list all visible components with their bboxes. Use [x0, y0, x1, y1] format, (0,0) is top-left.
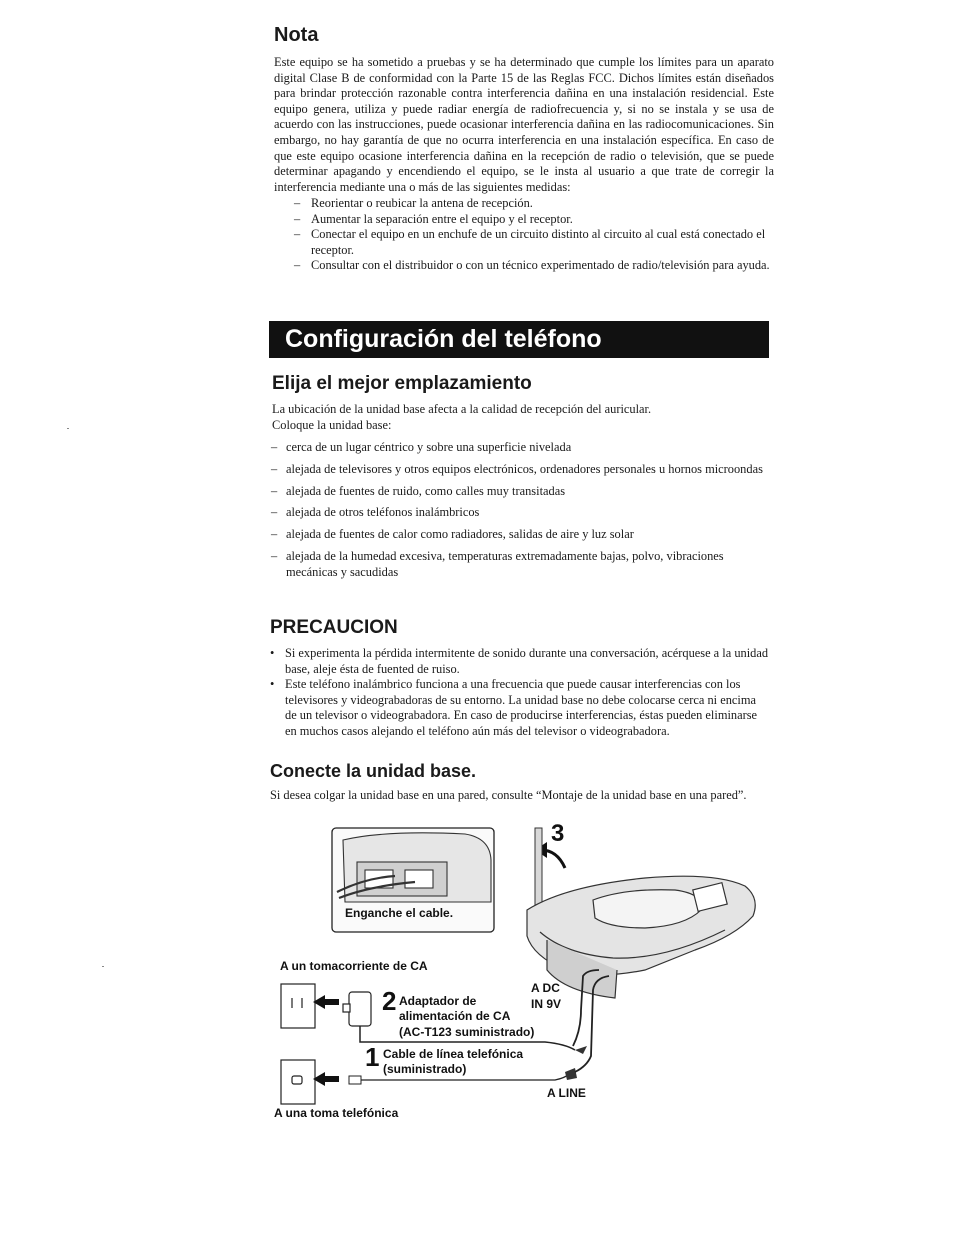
- list-item: – Aumentar la separación entre el equipo y el receptor.: [294, 211, 573, 226]
- connection-illustration: [265, 820, 785, 1130]
- adapter-label-line3: (AC-T123 suministrado): [399, 1025, 535, 1039]
- cable-label-line1: Cable de línea telefónica: [383, 1047, 524, 1061]
- dc-label-line2: IN 9V: [531, 997, 562, 1011]
- margin-mark: [67, 428, 69, 429]
- elija-heading: Elija el mejor emplazamiento: [272, 373, 532, 394]
- dc-label-line1: A DC: [531, 981, 560, 995]
- elija-list: [269, 440, 769, 586]
- phone-outlet-icon: [281, 1060, 315, 1104]
- cable-label-line2: (suministrado): [383, 1062, 467, 1076]
- precaucion-heading: PRECAUCION: [270, 617, 398, 638]
- list-item: – alejada de la humedad excesiva, temperaturas extremadamente bajas, polvo, vibraciones mecánicas y sacudidas: [271, 548, 724, 579]
- list-item: – Reorientar o reubicar la antena de recepción.: [294, 196, 533, 210]
- base-unit: [527, 876, 755, 998]
- plug-arrow-icon: [313, 995, 339, 1009]
- conecte-text: Si desea colgar la unidad base en una pared, consulte “Montaje de la unidad base en una pared”.: [270, 788, 747, 802]
- power-outlet-icon: [281, 984, 315, 1028]
- connection-diagram: [265, 820, 785, 1130]
- nota-paragraph: Este equipo se ha sometido a pruebas y se ha determinado que cumple los límites para un aparato digital Clase B de conformidad con la Parte 15 de las Reglas FCC. Dichos límites están diseñados para brindar protección razonable contra interferencia dañina en una instalación residencial. Este equipo genera, utiliza y puede radiar energía de radiofrecuencia y, si no se instala y se usa de acuerdo con las instrucciones, puede ocasionar interferencia dañina en las radiocomunicaciones. Sin embargo, no hay garantía de que no ocurra interferencia en una instalación específica. En caso de que este equipo ocasione interferencia dañina en la recepción de radio o televisión, que se puede determinar apagando y encendiendo el equipo, se le insta al usuario a que trate de corregir la interferencia mediante una o más de las siguientes medidas:: [274, 55, 774, 194]
- outlet-ca-label: A un tomacorriente de CA: [280, 959, 428, 973]
- ac-adapter-icon: [343, 992, 371, 1026]
- list-item: – Consultar con el distribuidor o con un técnico experimentado de radio/televisión para ayuda.: [294, 258, 770, 273]
- list-item: – cerca de un lugar céntrico y sobre una superficie nivelada: [271, 440, 572, 454]
- step-2-number: 2: [382, 986, 397, 1016]
- elija-intro: [272, 402, 772, 433]
- precaucion-list: [269, 646, 769, 740]
- list-item: – alejada de televisores y otros equipos electrónicos, ordenadores personales u hornos microondas: [271, 461, 763, 476]
- a-line-label: A LINE: [547, 1086, 586, 1100]
- elija-intro-line: Coloque la unidad base:: [272, 417, 392, 432]
- section-banner: Configuración del teléfono: [269, 321, 769, 358]
- elija-intro-line: La ubicación de la unidad base afecta a la calidad de recepción del auricular.: [272, 402, 652, 416]
- list-item: • Si experimenta la pérdida intermitente de sonido durante una conversación, acérquese a la unidad base, aleje ésta de fuented de ruiso.: [270, 646, 769, 676]
- nota-measures-list: [274, 196, 774, 274]
- inset-caption: Enganche el cable.: [345, 906, 454, 920]
- nota-heading: Nota: [274, 24, 319, 46]
- list-item: – alejada de fuentes de calor como radiadores, salidas de aire y luz solar: [271, 527, 634, 542]
- adapter-label-line1: Adaptador de: [399, 994, 477, 1008]
- inset-jack-detail: [337, 833, 491, 902]
- list-item: – alejada de otros teléfonos inalámbricos: [271, 505, 480, 520]
- step-1-number: 1: [365, 1042, 380, 1072]
- list-item: – Conectar el equipo en un enchufe de un circuito distinto al circuito al cual está conectado el receptor.: [294, 227, 766, 257]
- line-connector-icon: [565, 1068, 577, 1080]
- adapter-label-line2: alimentación de CA: [399, 1009, 511, 1023]
- phone-outlet-label: A una toma telefónica: [274, 1106, 399, 1120]
- list-item: • Este teléfono inalámbrico funciona a una frecuencia que puede causar interferencias con los televisores y videograbadoras de su entorno. La unidad base no debe colocarse cerca ni encima de un televisor o videograbadora. En caso de producirse interferencias, éstas pueden eliminarse en muchos casos alejando el teléfono aún más del televisor o videograbadora.: [270, 677, 758, 738]
- step-3-number: 3: [551, 820, 565, 847]
- margin-mark: [102, 966, 104, 967]
- list-item: – alejada de fuentes de ruido, como calles muy transitadas: [271, 483, 566, 498]
- phone-plug-arrow-icon: [313, 1072, 339, 1086]
- conecte-heading: Conecte la unidad base.: [270, 761, 477, 781]
